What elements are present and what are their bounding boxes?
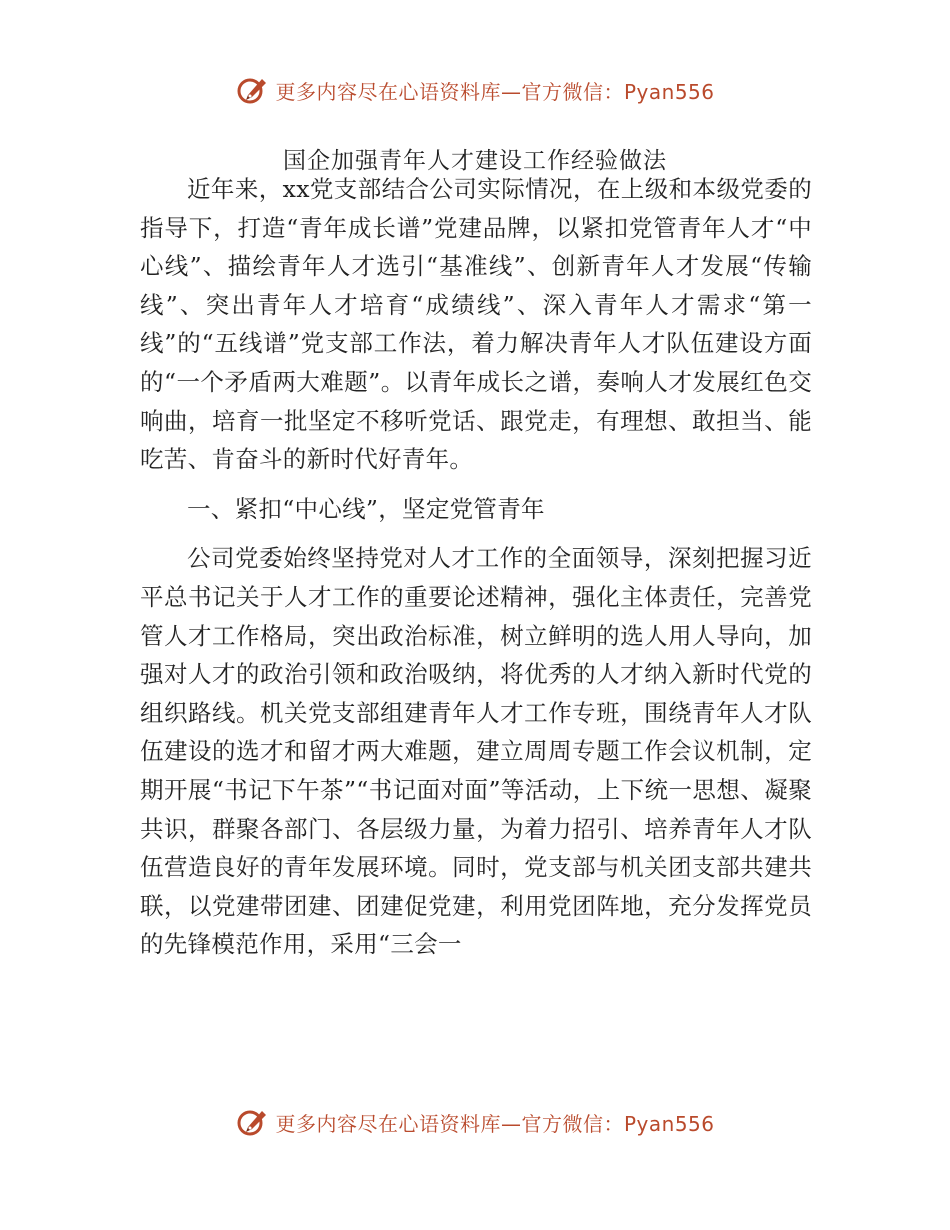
section-1-paragraph: 公司党委始终坚持党对人才工作的全面领导，深刻把握习近平总书记关于人才工作的重要论述精神，强化主体责任，完善党管人才工作格局，突出政治标准，树立鲜明的选人用人导向，加强对人才的政治引领和政治吸纳，将优秀的人才纳入新时代党的组织路线。机关党支部组建青年人才工作专班，围绕青年人才队伍建设的选才和留才两大难题，建立周周专题工作会议机制，定期开展“书记下午茶”“书记面对面”等活动，上下统一思想、凝聚共识，群聚各部门、各层级力量，为着力招引、培养青年人才队伍营造良好的青年发展环境。同时，党支部与机关团支部共建共联，以党建带团建、团建促党建，利用党团阵地，充分发挥党员的先锋模范作用，采用“三会一 — [140, 544, 812, 959]
intro-paragraph: 近年来，xx党支部结合公司实际情况，在上级和本级党委的指导下，打造“青年成长谱”党建品牌，以紧扣党管青年人才“中心线”、描绘青年人才选引“基准线”、创新青年人才发展“传输线”、突出青年人才培育“成绩线”、深入青年人才需求“第一线”的“五线谱”党支部工作法，着力解决青年人才队伍建设方面的“一个矛盾两大难题”。以青年成长之谱，奏响人才发展红色交响曲，培育一批坚定不移听党话、跟党走，有理想、敢担当、能吃苦、肯奋斗的新时代好青年。 — [140, 175, 812, 474]
watermark-text — [275, 1108, 714, 1137]
pen-nib-logo-icon — [235, 1105, 269, 1139]
section-1-heading: 一、紧扣“中心线”，坚定党管青年 — [187, 494, 545, 523]
watermark-site: 更多内容尽在心语资料库 — [275, 79, 501, 104]
watermark-site: 更多内容尽在心语资料库 — [275, 1111, 501, 1136]
pen-nib-logo-icon — [235, 73, 269, 107]
header-watermark — [0, 70, 950, 110]
watermark-wechat-label: 官方微信： — [521, 79, 624, 104]
watermark-wechat-label: 官方微信： — [521, 1111, 624, 1136]
document-body — [140, 170, 812, 964]
watermark-text — [275, 76, 714, 105]
document-title: 国企加强青年人才建设工作经验做法 — [283, 148, 667, 174]
watermark-wechat-id: Pyan556 — [623, 1111, 715, 1136]
watermark-separator: — — [500, 1111, 522, 1136]
watermark-separator: — — [500, 79, 522, 104]
footer-watermark — [0, 1102, 950, 1142]
watermark-wechat-id: Pyan556 — [623, 79, 715, 104]
